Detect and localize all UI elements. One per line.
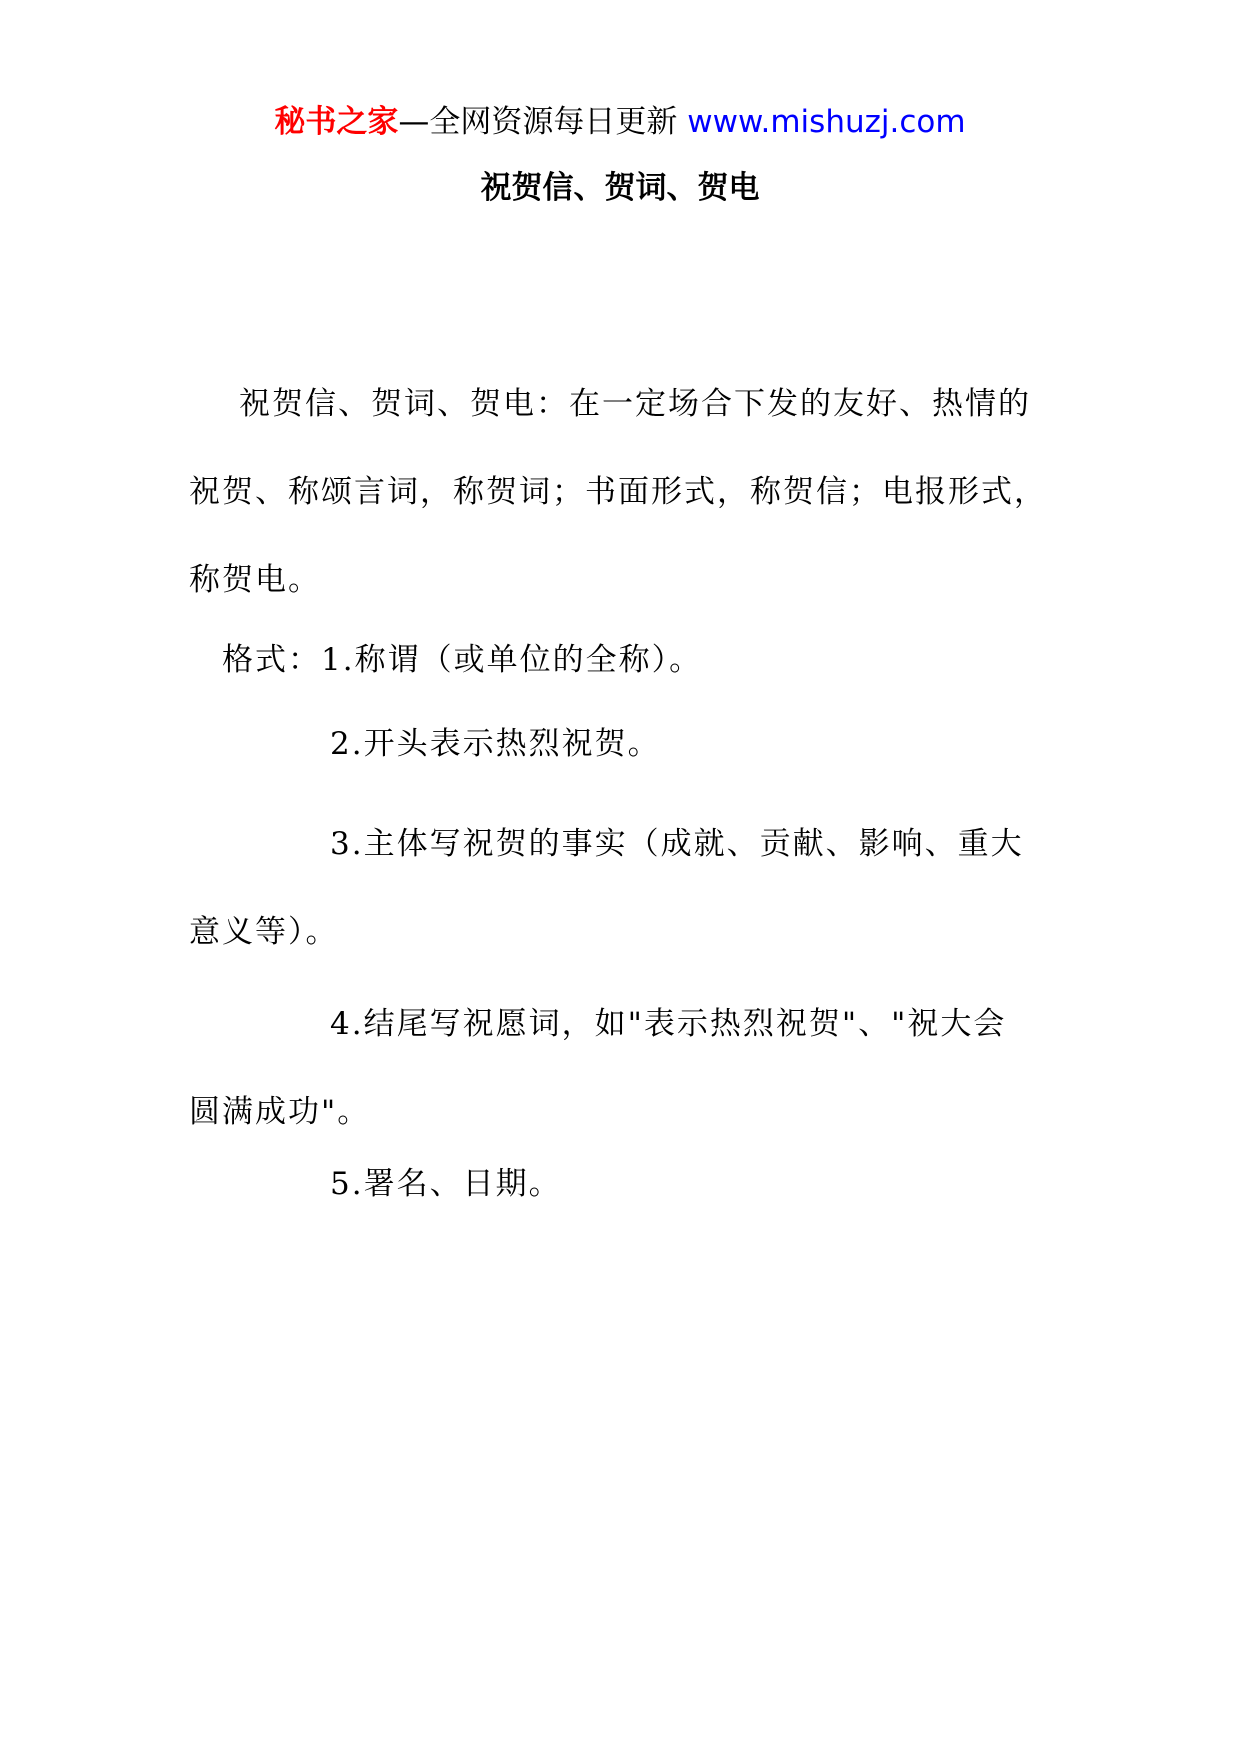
intro-paragraph: [189, 360, 1049, 624]
site-header: [0, 100, 1240, 144]
intro-line-1: 祝贺信、贺词、贺电：在一定场合下发的友好、热情的: [239, 386, 1031, 422]
site-url-link[interactable]: www.mishuzj.com: [687, 104, 966, 140]
intro-line-2: 祝贺、称颂言词，称贺词；书面形式，称贺信；电报形式，: [189, 474, 1047, 510]
format-item-4-line-2: 圆满成功"。: [189, 1094, 371, 1130]
format-item-4-line-1: 4.结尾写祝愿词，如"表示热烈祝贺"、"祝大会: [330, 1006, 1007, 1042]
document-title: 祝贺信、贺词、贺电: [480, 170, 760, 206]
format-item-2: 2.开头表示热烈祝贺。: [330, 726, 661, 762]
format-item-4: [189, 980, 1049, 1156]
format-item-3-line-1: 3.主体写祝贺的事实（成就、贡献、影响、重大: [330, 826, 1024, 862]
format-item-3: [189, 800, 1049, 976]
format-item-3-line-2: 意义等）。: [189, 914, 339, 950]
site-tagline: —全网资源每日更新: [398, 104, 678, 140]
format-item-5: 5.署名、日期。: [330, 1166, 562, 1202]
format-item-1: [222, 638, 1082, 682]
format-label: 格式：: [222, 642, 321, 678]
brand-name: 秘书之家: [274, 104, 399, 140]
format-item-1-text: 1.称谓（或单位的全称）。: [321, 642, 703, 678]
intro-line-3: 称贺电。: [189, 562, 321, 598]
